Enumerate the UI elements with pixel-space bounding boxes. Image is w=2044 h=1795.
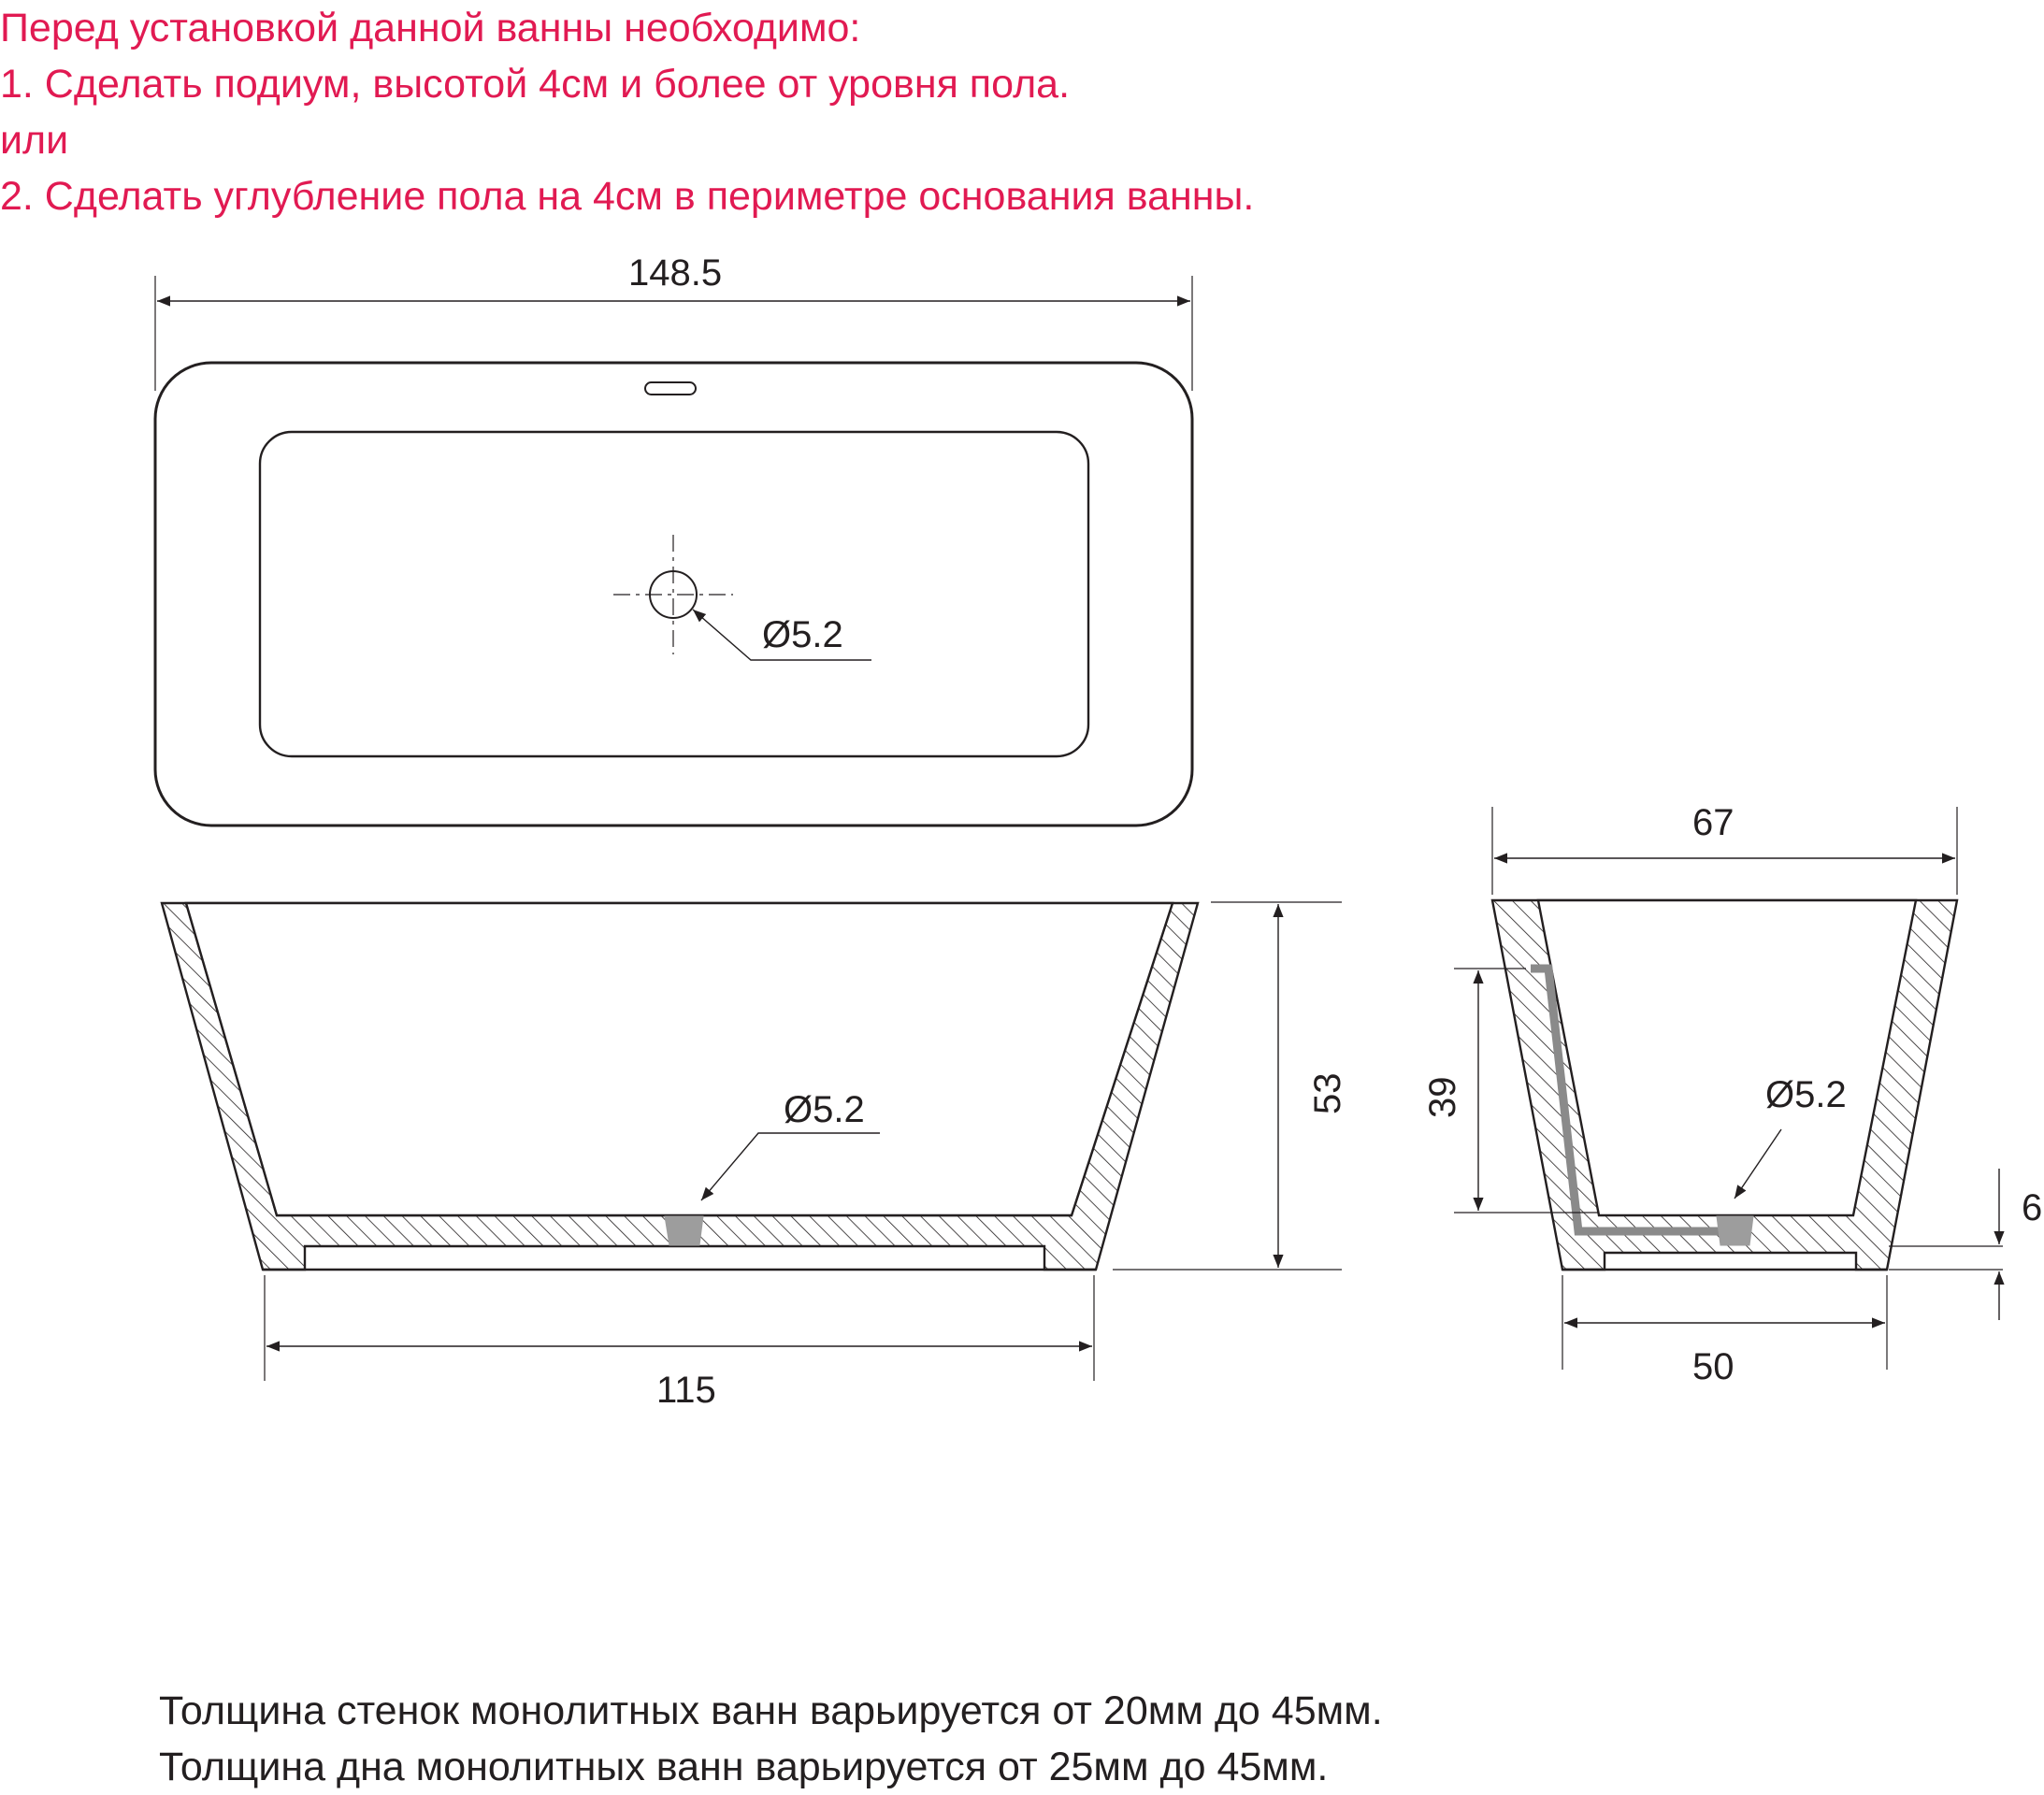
side-section-cavity: [1538, 900, 1916, 1215]
thickness-notes: [159, 1683, 1383, 1795]
notice-line-4: 2. Сделать углубление пола на 4см в периметре основания ванны.: [0, 174, 1255, 219]
front-drain-plug: [665, 1216, 703, 1245]
notice-line-1: Перед установкой данной ванны необходимо:: [0, 6, 861, 50]
tub-inner-basin: [260, 432, 1088, 756]
side-width-label: 67: [1692, 802, 1735, 843]
overflow-slot: [645, 382, 696, 395]
side-podium-label: 6: [2022, 1187, 2043, 1228]
wall-thickness-note: Толщина стенок монолитных ванн варьируется от 20мм до 45мм.: [159, 1688, 1383, 1733]
front-drain-label: Ø5.2: [784, 1089, 865, 1130]
side-drain-plug: [1717, 1216, 1753, 1245]
top-view: [155, 276, 1192, 826]
top-width-label: 148.5: [628, 252, 723, 294]
side-drain-label: Ø5.2: [1765, 1074, 1847, 1115]
front-section: [162, 902, 1342, 1381]
side-base-label: 50: [1692, 1346, 1735, 1387]
top-drain-label: Ø5.2: [762, 614, 843, 655]
front-base-label: 115: [656, 1370, 716, 1411]
bottom-thickness-note: Толщина дна монолитных ванн варьируется от 25мм до 45мм.: [159, 1745, 1329, 1789]
side-section: [1454, 807, 2003, 1370]
front-section-cavity: [186, 903, 1173, 1215]
side-overflow-label: 39: [1422, 1076, 1463, 1118]
notice-line-3: или: [0, 118, 69, 163]
front-height-label: 53: [1307, 1072, 1348, 1114]
notice-line-2: 1. Сделать подиум, высотой 4см и более от уровня пола.: [0, 62, 1071, 107]
